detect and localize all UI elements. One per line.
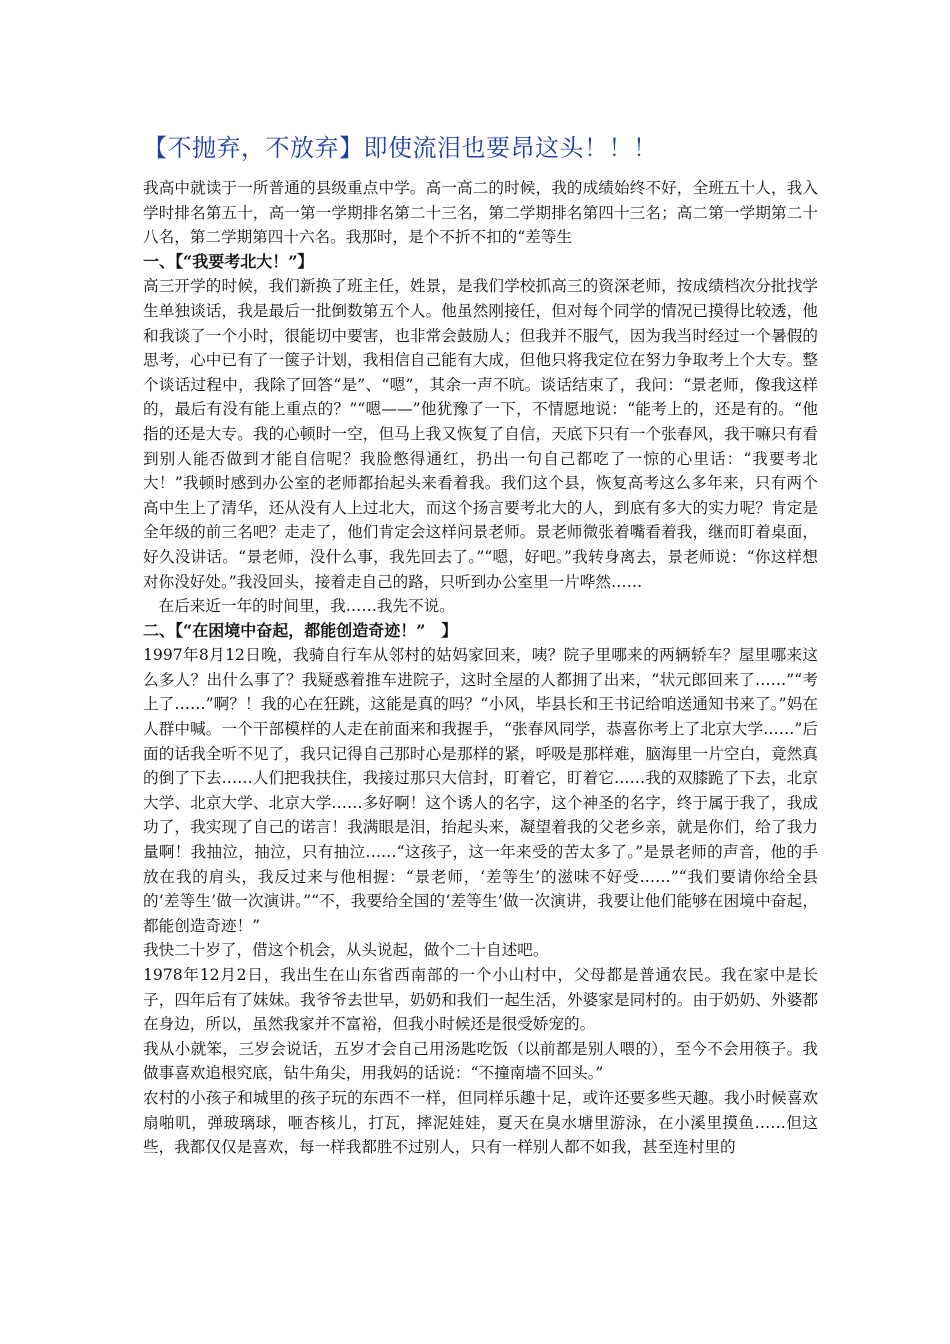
clumsy-paragraph: 我从小就笨，三岁会说话，五岁才会自己用汤匙吃饭（以前都是别人喂的），至今不会用筷子。我做事喜欢追根究底，钻牛角尖，用我妈的话说：“不撞南墙不回头。” xyxy=(143,1039,818,1083)
intro-paragraph: 我高中就读于一所普通的县级重点中学。高一高二的时候，我的成绩始终不好，全班五十人，我入学时排名第五十，高一第一学期排名第二十三名，第二学期排名第四十三名；高二第一学期第二十八名，第二学期第四十六名。我那时，是个不折不扣的“差等生 xyxy=(143,179,818,247)
twenty-years-paragraph: 我快二十岁了，借这个机会，从头说起，做个二十自述吧。 xyxy=(143,941,549,960)
section-2-body: 1997年8月12日晚，我骑自行车从邻村的姑妈家回来，咦？院子里哪来的两辆轿车？屋里哪来这么多人？出什么事了？我疑惑着推车进院子，这时全屋的人都拥了出来，“状元郎回来了……”“考上了……”啊？！我的心在狂跳，这能是真的吗？“小风，毕县长和王书记给咱送通知书来了。”妈在人群中喊。一个干部模样的人走在前面来和我握手，“张春风同学，恭喜你考上了北京大学……”后面的话我全听不见了，我只记得自己那时心是那样的紧，呼吸是那样难，脑海里一片空白，竟然真的倒了下去……人们把我扶住，我接过那只大信封，盯着它，盯着它……我的双膝跪了下去，北京大学、北京大学、北京大学……多好啊！这个诱人的名字，这个神圣的名字，终于属于我了，我成功了，我实现了自己的诺言！我满眼是泪，抬起头来，凝望着我的父老乡亲，就是你们，给了我力量啊！我抽泣，抽泣，只有抽泣……“这孩子，这一年来受的苦太多了。”是景老师的声音，他的手放在我的肩头，我反过来与他相握：“景老师，‘差等生’的滋味不好受……”“我们要请你给全县的‘差等生’做一次演讲。”“不，我要给全国的‘差等生’做一次演讲，我要让他们能够在困境中奋起，都能创造奇迹！” xyxy=(143,646,818,935)
section-1-heading: 一、【“我要考北大！”】 xyxy=(143,251,314,271)
birth-paragraph: 1978年12月2日，我出生在山东省西南部的一个小山村中，父母都是普通农民。我在家中是长子，四年后有了妹妹。我爷爷去世早，奶奶和我们一起生活，外婆家是同村的。由于奶奶、外婆都在身边，所以，虽然我家并不富裕，但我小时候还是很受娇宠的。 xyxy=(143,966,818,1034)
section-1-after-paragraph: 在后来近一年的时间里，我……我先不说。 xyxy=(158,597,455,616)
village-paragraph: 农村的小孩子和城里的孩子玩的东西不一样，但同样乐趣十足，或许还要多些天趣。我小时候喜欢扇啪叽，弹玻璃球，咂杏核儿，打瓦，摔泥娃娃，夏天在臭水塘里游泳，在小溪里摸鱼……但这些，我都仅仅是喜欢，每一样我都胜不过别人，只有一样别人都不如我，甚至连村里的 xyxy=(143,1088,818,1157)
document-title: 【不抛弃，不放弃】即使流泪也要昂这头！！！ xyxy=(143,134,658,162)
document-page xyxy=(143,130,818,1160)
section-2-heading: 二、【“在困境中奋起，都能创造奇迹！” 】 xyxy=(143,620,458,640)
section-1-body: 高三开学的时候，我们新换了班主任，姓景，是我们学校抓高三的资深老师，按成绩档次分批找学生单独谈话，我是最后一批倒数第五个人。他虽然刚接任，但对每个同学的情况已摸得比较透，他和我谈了一个小时，很能切中要害，也非常会鼓励人；但我并不服气，因为我当时经过一个暑假的思考，心中已有了一箧子计划，我相信自己能有大成，但他只将我定位在努力争取考上个大专。整个谈话过程中，我除了回答“是”、“嗯”，其余一声不吭。谈话结束了，我问：“景老师，像我这样的，最后有没有能上重点的？”“嗯——”他犹豫了一下，不情愿地说：“能考上的，还是有的。“他指的还是大专。我的心顿时一空，但马上我又恢复了自信，天底下只有一个张春风，我干嘛只有看到别人能否做到才能自信呢？我脸憋得通红，扔出一句自己都吃了一惊的心里话：“我要考北大！”我顿时感到办公室的老师都抬起头来看着我。我们这个县，恢复高考这么多年来，只有两个高中生上了清华，还从没有人上过北大，而这个扬言要考北大的人，到底有多大的实力呢？肯定是全年级的前三名吧？走走了，他们肯定会这样问景老师。景老师微张着嘴看着我，继而盯着桌面，好久没讲话。“景老师，没什么事，我先回去了。”“嗯，好吧。”我转身离去，景老师说：“你这样想对你没好处。”我没回头，接着走自己的路，只听到办公室里一片哗然…… xyxy=(143,277,818,591)
